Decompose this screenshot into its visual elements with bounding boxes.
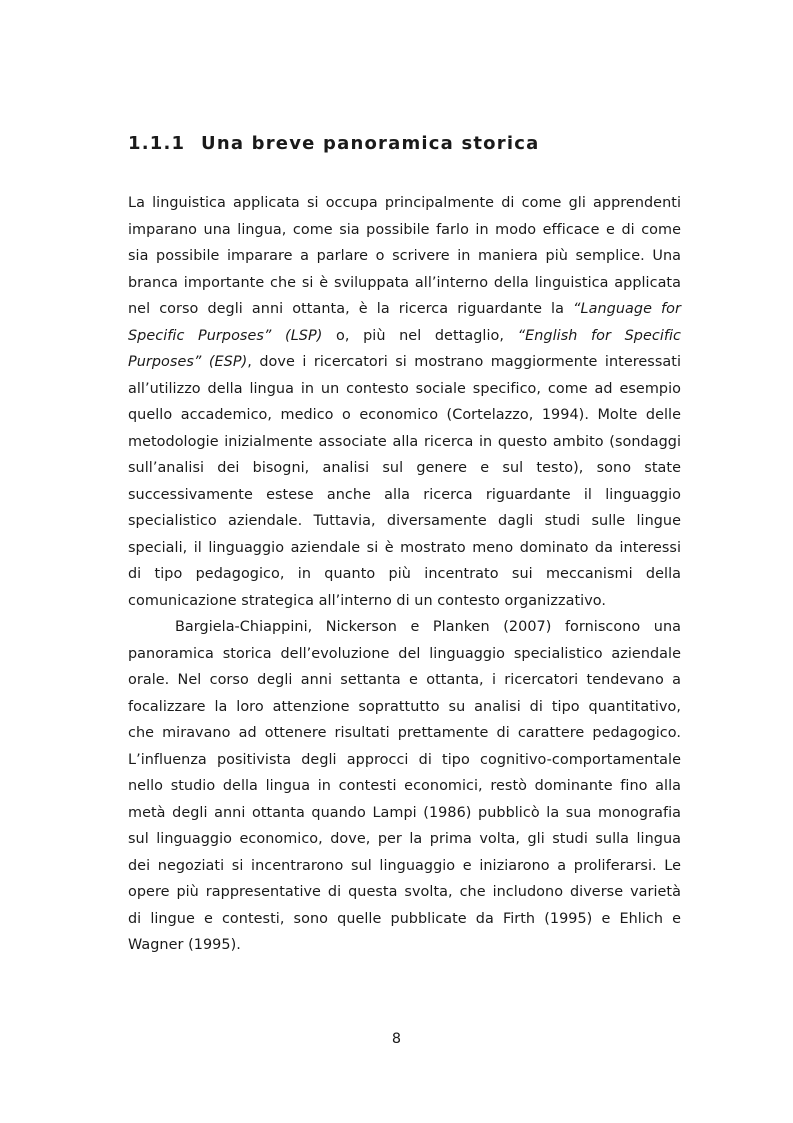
text-line: Bargiela-Chiappini, Nickerson e Planken (2007) forniscono una	[175, 619, 681, 635]
text-line: Wagner (1995).	[128, 937, 241, 953]
text-line: imparano una lingua, come sia possibile farlo in modo efficace e di come	[128, 221, 681, 238]
text-line: comunicazione strategica all’interno di un contesto organizzativo.	[128, 592, 607, 609]
text-line: Specific Purposes” (LSP) o, più nel dettaglio, “English for Specific	[128, 327, 681, 344]
text-line: dei negoziati si incentrarono sul linguaggio e iniziarono a proliferarsi. Le	[128, 857, 681, 874]
text-line: sul linguaggio economico, dove, per la prima volta, gli studi sulla lingua	[128, 831, 681, 847]
italic-term: Specific Purposes” (LSP)	[128, 327, 323, 344]
italic-term: Purposes” (ESP)	[128, 354, 248, 370]
text-line: metodologie inizialmente associate alla ricerca in questo ambito (sondaggi	[128, 433, 681, 450]
text-line: specialistico aziendale. Tuttavia, diversamente dagli studi sulle lingue	[128, 513, 681, 529]
text-line: di tipo pedagogico, in quanto più incentrato sui meccanismi della	[128, 566, 681, 582]
text-line: che miravano ad ottenere risultati prettamente di carattere pedagogico.	[128, 725, 681, 741]
text-line: quello accademico, medico o economico (Cortelazzo, 1994). Molte delle	[128, 407, 681, 423]
text-line: metà degli anni ottanta quando Lampi (1986) pubblicò la sua monografia	[128, 804, 681, 821]
paragraph-2	[128, 614, 681, 959]
text-line: orale. Nel corso degli anni settanta e ottanta, i ricercatori tendevano a	[128, 672, 681, 688]
text-line: focalizzare la loro attenzione soprattutto su analisi di tipo quantitativo,	[128, 698, 681, 715]
text-line: panoramica storica dell’evoluzione del linguaggio specialistico aziendale	[128, 645, 681, 662]
italic-term: “Language for	[573, 301, 681, 317]
text-line: branca importante che si è sviluppata all’interno della linguistica applicata	[128, 274, 681, 291]
section-heading	[128, 133, 539, 154]
page-number: 8	[391, 1031, 402, 1047]
text-line: La linguistica applicata si occupa principalmente di come gli apprendenti	[128, 195, 681, 211]
italic-term: “English for Specific	[517, 327, 681, 344]
text-line: opere più rappresentative di questa svolta, che includono diverse varietà	[128, 884, 681, 900]
text-line: L’influenza positivista degli approcci di tipo cognitivo-comportamentale	[128, 751, 681, 768]
text-line: Purposes” (ESP), dove i ricercatori si mostrano maggiormente interessati	[128, 354, 681, 370]
paragraph-1	[128, 190, 681, 614]
text-line: sia possibile imparare a parlare o scrivere in maniera più semplice. Una	[128, 248, 681, 264]
body-text	[128, 190, 681, 959]
text-line: sull’analisi dei bisogni, analisi sul genere e sul testo), sono state	[128, 460, 681, 476]
section-title: Una breve panoramica storica	[201, 133, 540, 154]
text-line: nel corso degli anni ottanta, è la ricerca riguardante la “Language for	[128, 301, 681, 317]
text-line: speciali, il linguaggio aziendale si è mostrato meno dominato da interessi	[128, 539, 681, 556]
text-line: successivamente estese anche alla ricerca riguardante il linguaggio	[128, 486, 681, 503]
section-number: 1.1.1	[128, 133, 186, 154]
text-line: all’utilizzo della lingua in un contesto sociale specifico, come ad esempio	[128, 380, 681, 397]
text-line: di lingue e contesti, sono quelle pubblicate da Firth (1995) e Ehlich e	[128, 910, 681, 927]
text-line: nello studio della lingua in contesti economici, restò dominante fino alla	[128, 778, 681, 794]
